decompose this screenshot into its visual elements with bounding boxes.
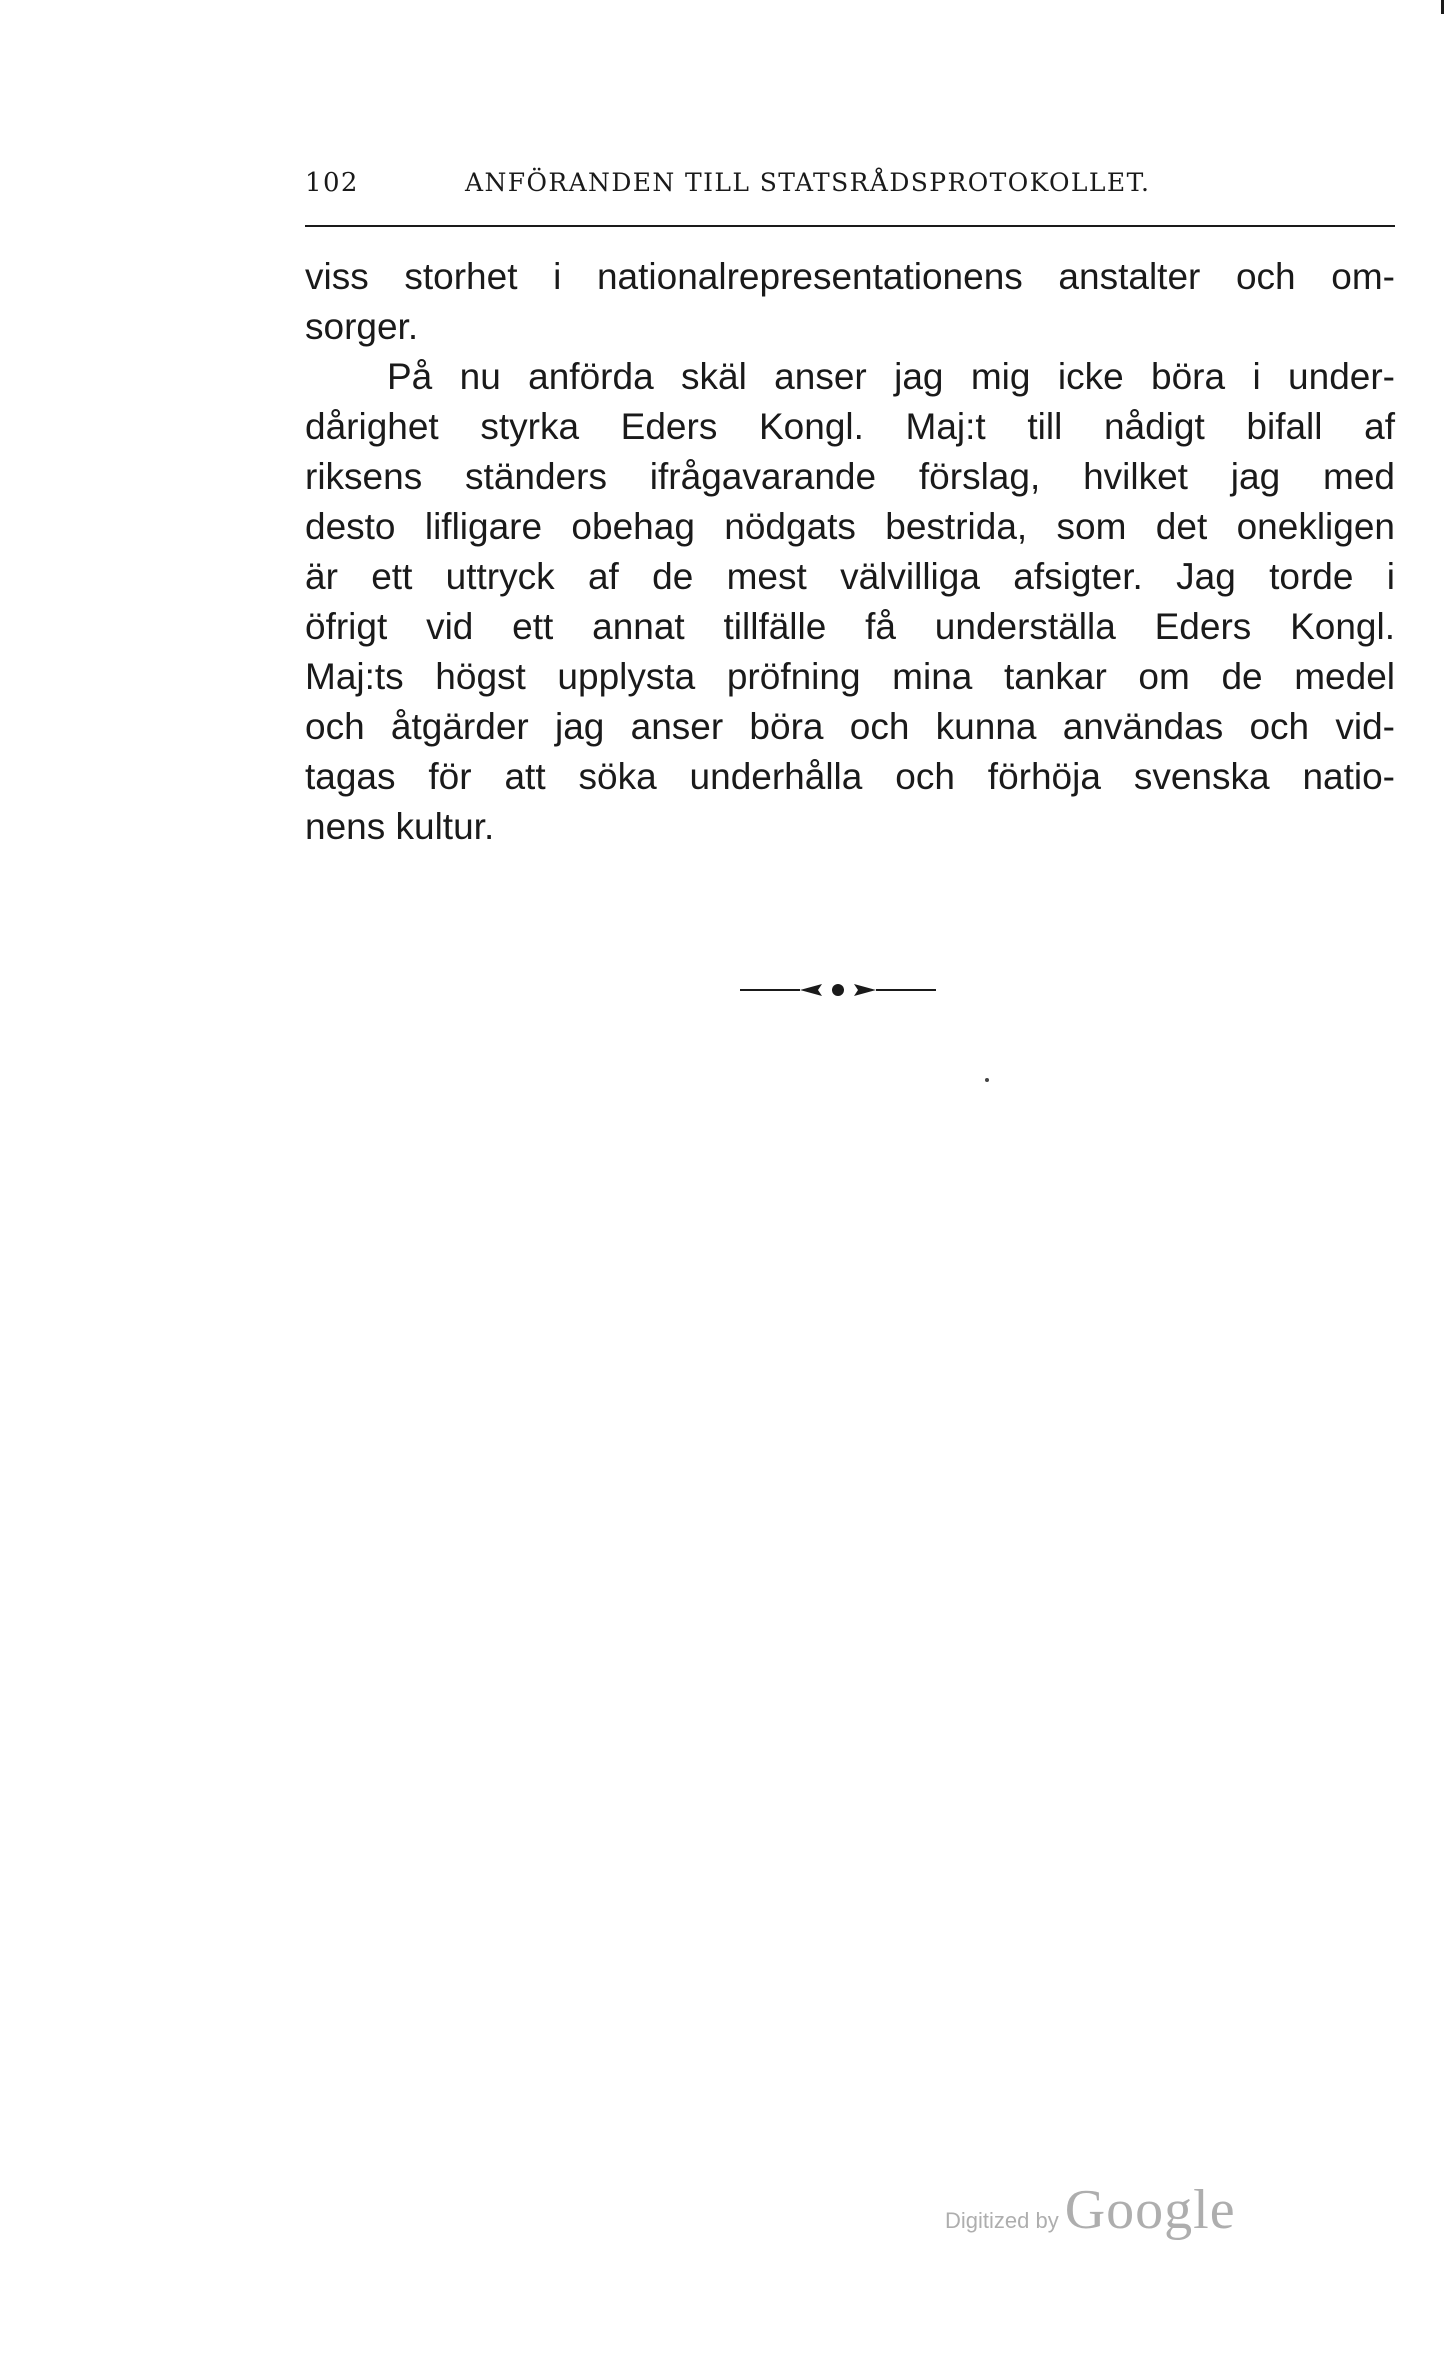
text-line: är ett uttryck af de mest välvilliga afsigter. Jag torde i bbox=[305, 556, 1395, 597]
running-header bbox=[305, 168, 1395, 208]
text-line: och åtgärder jag anser böra och kunna användas och vid- bbox=[305, 706, 1395, 747]
digitization-watermark bbox=[945, 2178, 1236, 2242]
text-line: nens kultur. bbox=[305, 806, 495, 847]
text-line: desto lifligare obehag nödgats bestrida, som det onekligen bbox=[305, 506, 1395, 547]
text-line: sorger. bbox=[305, 306, 419, 347]
running-title: ANFÖRANDEN TILL STATSRÅDSPROTOKOLLET. bbox=[465, 168, 1151, 197]
page-number: 102 bbox=[305, 168, 359, 198]
text-line: viss storhet i nationalrepresentationens anstalter och om- bbox=[305, 256, 1395, 297]
text-line: På nu anförda skäl anser jag mig icke böra i under- bbox=[387, 356, 1395, 397]
text-line: tagas för att söka underhålla och förhöja svenska natio- bbox=[305, 756, 1395, 797]
watermark-prefix: Digitized by bbox=[945, 2208, 1059, 2233]
section-end-ornament-icon bbox=[738, 978, 938, 1002]
scan-edge-mark bbox=[1441, 0, 1444, 14]
body-text bbox=[305, 252, 1395, 852]
text-line: dårighet styrka Eders Kongl. Maj:t till nådigt bifall af bbox=[305, 406, 1395, 447]
text-line: Maj:ts högst upplysta pröfning mina tankar om de medel bbox=[305, 656, 1395, 697]
text-line: riksens ständers ifrågavarande förslag, hvilket jag med bbox=[305, 456, 1395, 497]
watermark-brand-logo: Google bbox=[1064, 2179, 1236, 2241]
scan-speck bbox=[985, 1078, 989, 1082]
text-line: öfrigt vid ett annat tillfälle få underställa Eders Kongl. bbox=[305, 606, 1395, 647]
header-rule bbox=[305, 225, 1395, 227]
